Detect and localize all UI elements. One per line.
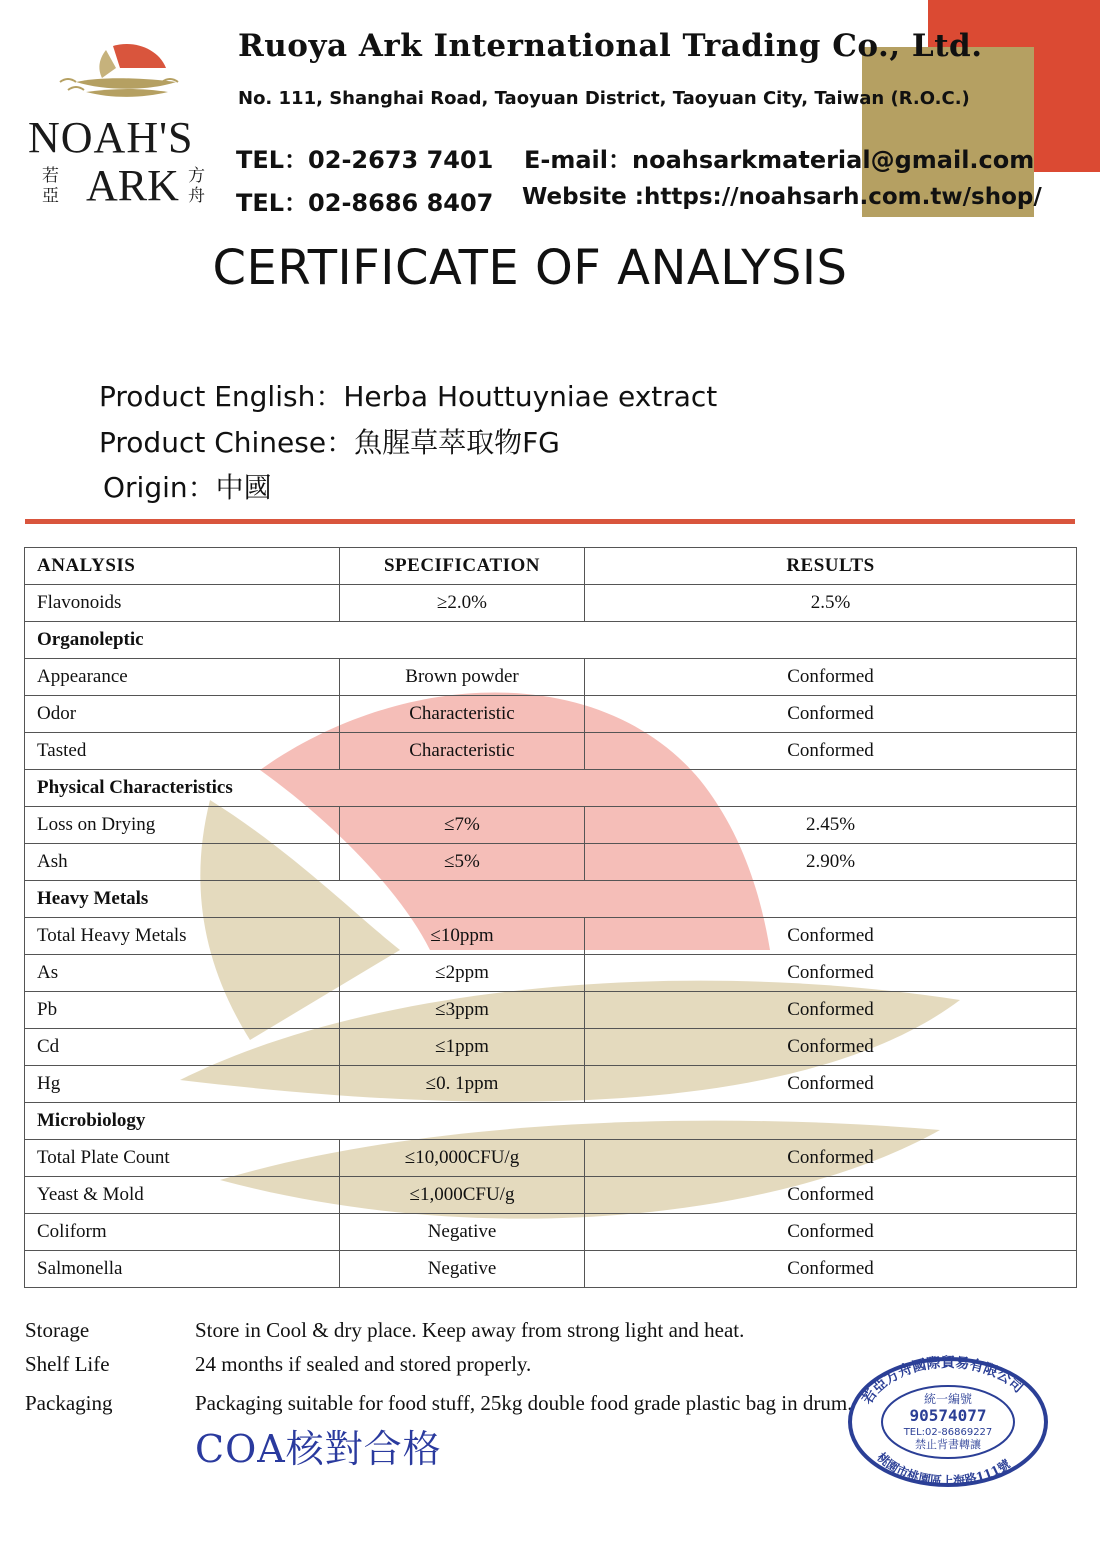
analysis-cell: As xyxy=(25,955,340,992)
packaging-label: Packaging xyxy=(25,1391,113,1415)
analysis-cell: Total Plate Count xyxy=(25,1140,340,1177)
seal-note: 禁止背書轉讓 xyxy=(915,1438,981,1451)
table-row xyxy=(25,1177,1077,1214)
table-row xyxy=(25,844,1077,881)
analysis-cell: Pb xyxy=(25,992,340,1029)
phone-2: TEL：02-8686 8407 xyxy=(236,189,494,217)
specification-cell: ≤7% xyxy=(340,807,585,844)
specification-cell: Negative xyxy=(340,1214,585,1251)
analysis-cell: Coliform xyxy=(25,1214,340,1251)
product-english: Product English：Herba Houttuyniae extract xyxy=(99,380,718,413)
analysis-cell: Odor xyxy=(25,696,340,733)
table-row xyxy=(25,1066,1077,1103)
analysis-cell: Total Heavy Metals xyxy=(25,918,340,955)
result-cell: Conformed xyxy=(585,1066,1077,1103)
specification-cell: ≤5% xyxy=(340,844,585,881)
phone-1: TEL：02-2673 7401 xyxy=(236,146,494,174)
result-cell: 2.5% xyxy=(585,585,1077,622)
result-cell: Conformed xyxy=(585,918,1077,955)
col-header-analysis: ANALYSIS xyxy=(25,548,340,585)
section-row xyxy=(25,881,1077,918)
ark-sail-icon xyxy=(58,38,188,108)
packaging-value: Packaging suitable for food stuff, 25kg double food grade plastic bag in drum. xyxy=(195,1391,853,1415)
result-cell: Conformed xyxy=(585,1029,1077,1066)
storage-label: Storage xyxy=(25,1318,90,1342)
logo-chars-right: 方舟 xyxy=(188,166,205,205)
analysis-cell: Ash xyxy=(25,844,340,881)
specification-cell: ≤1ppm xyxy=(340,1029,585,1066)
table-row xyxy=(25,1140,1077,1177)
table-row xyxy=(25,1029,1077,1066)
section-row xyxy=(25,770,1077,807)
col-header-specification: SPECIFICATION xyxy=(340,548,585,585)
analysis-cell: Loss on Drying xyxy=(25,807,340,844)
seal-address: 桃園市桃園區上海路111號 xyxy=(874,1450,1013,1489)
col-header-results: RESULTS xyxy=(585,548,1077,585)
analysis-cell: Salmonella xyxy=(25,1251,340,1288)
result-cell: Conformed xyxy=(585,1177,1077,1214)
specification-cell: ≤1,000CFU/g xyxy=(340,1177,585,1214)
result-cell: Conformed xyxy=(585,1214,1077,1251)
table-row xyxy=(25,696,1077,733)
result-cell: 2.45% xyxy=(585,807,1077,844)
result-cell: Conformed xyxy=(585,1251,1077,1288)
product-origin: Origin：中國 xyxy=(103,471,272,504)
company-address: No. 111, Shanghai Road, Taoyuan District, Taoyuan City, Taiwan (R.O.C.) xyxy=(238,88,970,109)
analysis-table xyxy=(24,547,1077,1288)
result-cell: Conformed xyxy=(585,696,1077,733)
logo-word-noahs: NOAH'S xyxy=(28,113,194,162)
section-row xyxy=(25,622,1077,659)
table-row xyxy=(25,659,1077,696)
specification-cell: Brown powder xyxy=(340,659,585,696)
seal-tel: TEL:02-86869227 xyxy=(903,1427,993,1438)
specification-cell: ≤10ppm xyxy=(340,918,585,955)
seal-ring-text: 若亞方舟國際貿易有限公司 xyxy=(859,1355,1027,1408)
table-row xyxy=(25,807,1077,844)
seal-unified-label: 統一編號 xyxy=(923,1392,973,1406)
page-title: CERTIFICATE OF ANALYSIS xyxy=(212,240,848,296)
storage-value: Store in Cool & dry place. Keep away from strong light and heat. xyxy=(195,1318,745,1342)
table-row xyxy=(25,585,1077,622)
result-cell: 2.90% xyxy=(585,844,1077,881)
table-row xyxy=(25,1214,1077,1251)
analysis-cell: Flavonoids xyxy=(25,585,340,622)
specification-cell: ≤2ppm xyxy=(340,955,585,992)
analysis-cell: Tasted xyxy=(25,733,340,770)
logo-word-ark: ARK xyxy=(86,161,179,210)
company-seal-stamp xyxy=(846,1355,1050,1489)
shelf-life-label: Shelf Life xyxy=(25,1352,110,1376)
svg-text:桃園市桃園區上海路111號 xyxy=(874,1449,1012,1488)
table-body xyxy=(25,585,1077,1288)
section-title: Microbiology xyxy=(25,1103,1077,1140)
specification-cell: Characteristic xyxy=(340,733,585,770)
specification-cell: Negative xyxy=(340,1251,585,1288)
coa-check-mark: COA核對合格 xyxy=(195,1427,442,1471)
section-title: Physical Characteristics xyxy=(25,770,1077,807)
table-row xyxy=(25,733,1077,770)
table-row xyxy=(25,1251,1077,1288)
specification-cell: Characteristic xyxy=(340,696,585,733)
analysis-cell: Cd xyxy=(25,1029,340,1066)
table-row xyxy=(25,992,1077,1029)
logo-chars-left: 若亞 xyxy=(42,166,59,205)
section-row xyxy=(25,1103,1077,1140)
table-row xyxy=(25,918,1077,955)
seal-tax-id: 90574077 xyxy=(909,1406,987,1425)
specification-cell: ≤0. 1ppm xyxy=(340,1066,585,1103)
analysis-cell: Hg xyxy=(25,1066,340,1103)
result-cell: Conformed xyxy=(585,992,1077,1029)
section-title: Heavy Metals xyxy=(25,881,1077,918)
result-cell: Conformed xyxy=(585,955,1077,992)
email: E-mail：noahsarkmaterial@gmail.com xyxy=(524,146,1035,174)
result-cell: Conformed xyxy=(585,1140,1077,1177)
table-header-row xyxy=(25,548,1077,585)
divider-line xyxy=(25,519,1075,524)
specification-cell: ≤10,000CFU/g xyxy=(340,1140,585,1177)
specification-cell: ≤3ppm xyxy=(340,992,585,1029)
analysis-cell: Appearance xyxy=(25,659,340,696)
shelf-life-value: 24 months if sealed and stored properly. xyxy=(195,1352,532,1376)
result-cell: Conformed xyxy=(585,659,1077,696)
table-row xyxy=(25,955,1077,992)
product-chinese: Product Chinese：魚腥草萃取物FG xyxy=(99,426,560,459)
section-title: Organoleptic xyxy=(25,622,1077,659)
company-name: Ruoya Ark International Trading Co., Ltd. xyxy=(238,28,983,64)
company-logo xyxy=(18,38,228,213)
analysis-cell: Yeast & Mold xyxy=(25,1177,340,1214)
specification-cell: ≥2.0% xyxy=(340,585,585,622)
website: Website :https://noahsarh.com.tw/shop/ xyxy=(522,184,1042,210)
result-cell: Conformed xyxy=(585,733,1077,770)
